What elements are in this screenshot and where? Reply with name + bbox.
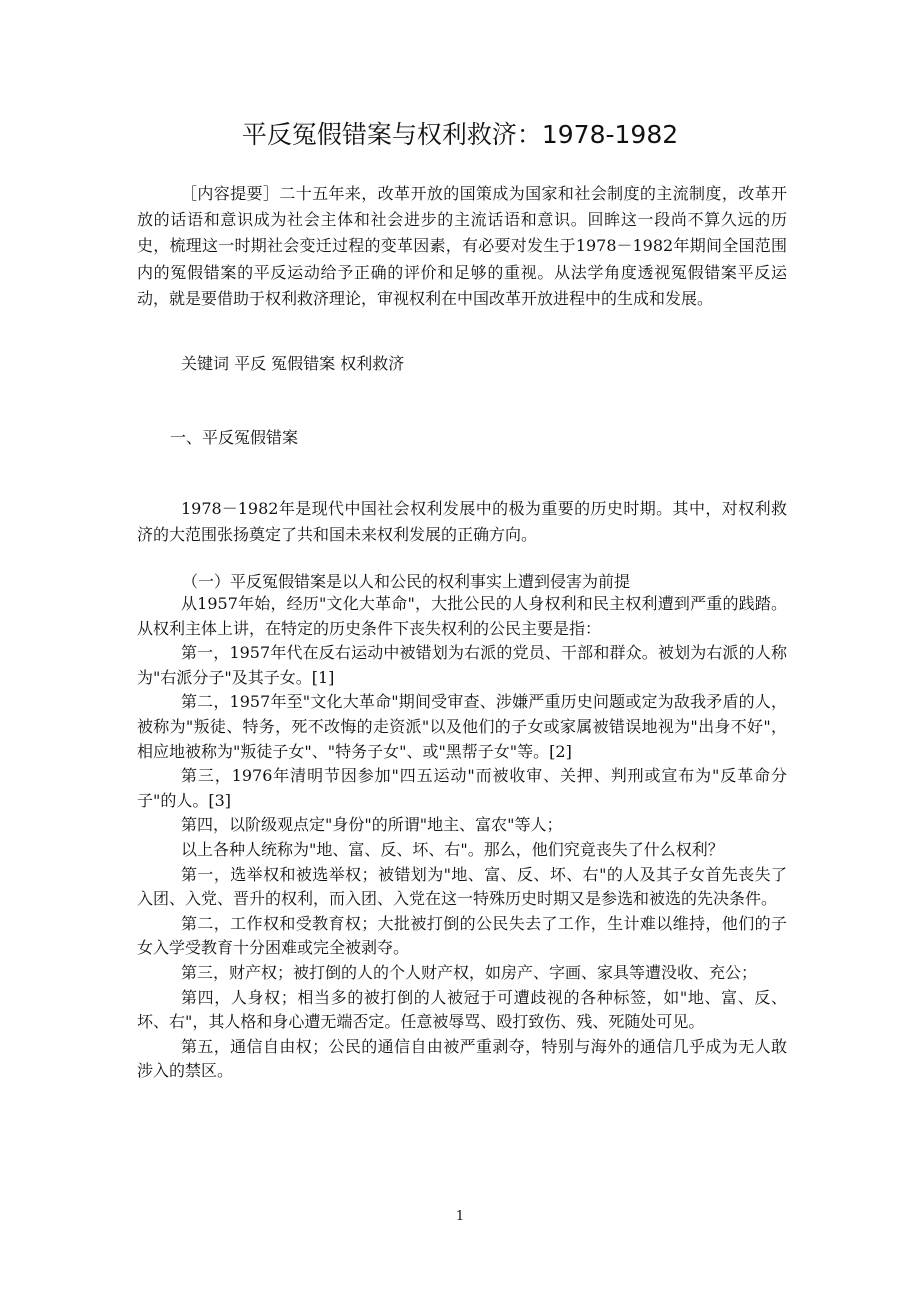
body-paragraph: 第二，工作权和受教育权；大批被打倒的公民失去了工作，生计难以维持，他们的子女入学受教育十分困难或完全被剥夺。 <box>137 913 787 958</box>
body-paragraph: 第四，以阶级观点定"身份"的所谓"地主、富农"等人； <box>181 815 563 835</box>
body-paragraph: 第一，选举权和被选举权；被错划为"地、富、反、坏、右"的人及其子女首先丧失了入团、入党、晋升的权利，而入团、入党在这一特殊历史时期又是参选和被选的先决条件。 <box>137 864 787 909</box>
page-number: 1 <box>455 1209 465 1224</box>
subsection-heading: （一）平反冤假错案是以人和公民的权利事实上遭到侵害为前提 <box>182 572 631 591</box>
body-paragraph: 第三，财产权；被打倒的人的个人财产权，如房产、字画、家具等遭没收、充公； <box>181 962 758 982</box>
abstract-paragraph: ［内容提要］二十五年来，改革开放的国策成为国家和社会制度的主流制度，改革开放的话语和意识成为社会主体和社会进步的主流话语和意识。回眸这一段尚不算久远的历史，梳理这一时期社会变迁过程的变革因素，有必要对发生于1978－1982年期间全国范围内的冤假错案的平反运动给予正确的评价和足够的重视。从法学角度透视冤假错案平反运动，就是要借助于权利救济理论，审视权利在中国改革开放进程中的生成和发展。 <box>137 184 787 308</box>
section-heading: 一、平反冤假错案 <box>170 428 299 447</box>
keywords-line: 关键词 平反 冤假错案 权利救济 <box>181 354 405 373</box>
body-text <box>137 592 787 1084</box>
body-paragraph: 第三，1976年清明节因参加"四五运动"而被收审、关押、判刑或宣布为"反革命分子"的人。[3] <box>137 766 787 810</box>
body-paragraph: 以上各种人统称为"地、富、反、坏、右"。那么，他们究竟丧失了什么权利？ <box>181 839 724 859</box>
body-paragraph: 第一，1957年代在反右运动中被错划为右派的党员、干部和群众。被划为右派的人称为"右派分子"及其子女。[1] <box>137 643 787 687</box>
body-paragraph: 第四，人身权；相当多的被打倒的人被冠于可遭歧视的各种标签，如"地、富、反、坏、右"，其人格和身心遭无端否定。任意被辱骂、殴打致伤、残、死随处可见。 <box>137 987 787 1032</box>
body-paragraph: 从1957年始，经历"文化大革命"，大批公民的人身权利和民主权利遭到严重的践踏。从权利主体上讲，在特定的历史条件下丧失权利的公民主要是指： <box>137 594 787 638</box>
body-paragraph: 第二，1957年至"文化大革命"期间受审查、涉嫌严重历史问题或定为敌我矛盾的人，被称为"叛徒、特务，死不改悔的走资派"以及他们的子女或家属被错误地视为"出身不好"，相应地被称为"叛徒子女"、"特务子女"、或"黑帮子女"等。[2] <box>137 692 787 761</box>
body-paragraph: 第五，通信自由权；公民的通信自由被严重剥夺，特别与海外的通信几乎成为无人敢涉入的禁区。 <box>137 1036 787 1081</box>
document-title: 平反冤假错案与权利救济：1978-1982 <box>241 120 679 149</box>
intro-paragraph: 1978－1982年是现代中国社会权利发展中的极为重要的历史时期。其中，对权利救济的大范围张扬奠定了共和国未来权利发展的正确方向。 <box>137 499 787 545</box>
